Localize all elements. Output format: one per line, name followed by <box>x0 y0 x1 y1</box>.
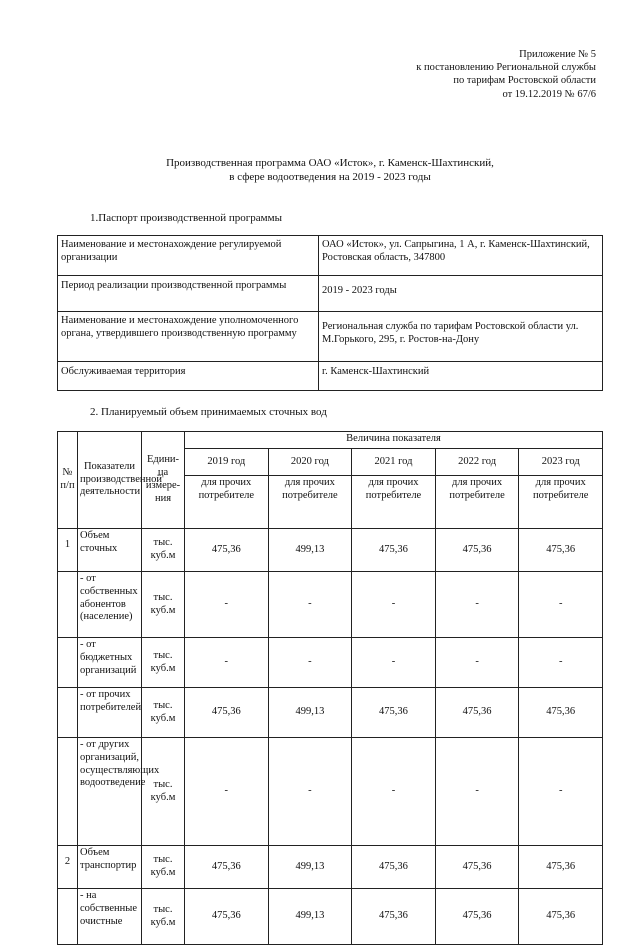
row-name: - от прочих потребителей <box>78 688 142 738</box>
passport-value: Региональная служба по тарифам Ростовской области ул. М.Горького, 295, г. Ростов-на-Дону <box>319 312 603 362</box>
row-value: 475,36 <box>519 529 603 572</box>
header-year: 2019 год <box>185 449 269 476</box>
header-consumer: для прочих потребителе <box>435 476 519 529</box>
row-name: - от бюджетных организаций <box>78 638 142 688</box>
row-value: - <box>268 738 352 846</box>
header-consumer: для прочих потребителе <box>185 476 269 529</box>
appendix-line: по тарифам Ростовской области <box>453 75 596 87</box>
row-value: - <box>519 638 603 688</box>
header-year: 2023 год <box>519 449 603 476</box>
table-row <box>58 572 603 638</box>
passport-label: Обслуживаемая территория <box>58 362 319 391</box>
row-value: 475,36 <box>519 889 603 945</box>
row-name: Объем сточных <box>78 529 142 572</box>
header-name: Показатели производственной деятельности <box>78 432 142 529</box>
appendix-header <box>296 48 596 101</box>
row-value: - <box>435 638 519 688</box>
row-unit: тыс. куб.м <box>142 688 185 738</box>
row-value: - <box>519 572 603 638</box>
row-value: - <box>435 738 519 846</box>
title-line: в сфере водоотведения на 2019 - 2023 годы <box>229 170 431 183</box>
passport-label: Период реализации производственной программы <box>58 276 319 312</box>
row-value: - <box>435 572 519 638</box>
row-num: 2 <box>58 846 78 889</box>
row-value: - <box>268 638 352 688</box>
row-value: - <box>185 738 269 846</box>
row-value: 475,36 <box>185 688 269 738</box>
header-group: Величина показателя <box>185 432 603 449</box>
row-value: 475,36 <box>519 688 603 738</box>
row-name: - от других организаций, осуществляющих водоотведение <box>78 738 142 846</box>
header-year: 2021 год <box>352 449 436 476</box>
appendix-line: Приложение № 5 <box>519 49 596 60</box>
passport-label: Наименование и местонахождение уполномоченного органа, утвердившего производственную программу <box>58 312 319 362</box>
row-num <box>58 572 78 638</box>
row-value: 499,13 <box>268 529 352 572</box>
row-unit: тыс. куб.м <box>142 889 185 945</box>
row-name: - на собственные очистные <box>78 889 142 945</box>
table-row <box>58 846 603 889</box>
row-value: - <box>352 638 436 688</box>
title-line: Производственная программа ОАО «Исток», г. Каменск-Шахтинский, <box>166 157 494 169</box>
header-year: 2022 год <box>435 449 519 476</box>
row-name: - от собственных абонентов (население) <box>78 572 142 638</box>
passport-row <box>58 236 603 276</box>
header-row <box>58 432 603 449</box>
passport-value: 2019 - 2023 годы <box>319 276 603 312</box>
header-year: 2020 год <box>268 449 352 476</box>
passport-value: г. Каменск-Шахтинский <box>319 362 603 391</box>
volumes-table <box>57 431 603 945</box>
row-value: 475,36 <box>185 529 269 572</box>
row-unit: тыс. куб.м <box>142 638 185 688</box>
header-consumer: для прочих потребителе <box>268 476 352 529</box>
passport-table <box>57 235 603 391</box>
header-unit: Едини-ца измере-ния <box>142 432 185 529</box>
passport-row <box>58 312 603 362</box>
row-value: 475,36 <box>435 846 519 889</box>
row-num <box>58 889 78 945</box>
document-title <box>0 157 640 185</box>
table-row <box>58 889 603 945</box>
row-value: 475,36 <box>352 846 436 889</box>
row-value: - <box>185 572 269 638</box>
row-value: 475,36 <box>185 889 269 945</box>
row-value: - <box>268 572 352 638</box>
row-value: 475,36 <box>435 688 519 738</box>
row-unit: тыс. куб.м <box>142 572 185 638</box>
row-value: 475,36 <box>519 846 603 889</box>
row-value: 475,36 <box>352 889 436 945</box>
row-value: - <box>352 572 436 638</box>
row-value: 475,36 <box>435 889 519 945</box>
appendix-line: от 19.12.2019 № 67/6 <box>502 88 596 100</box>
section-heading-volumes: 2. Планируемый объем принимаемых сточных вод <box>90 406 327 418</box>
row-value: 475,36 <box>352 529 436 572</box>
passport-row <box>58 362 603 391</box>
row-value: 475,36 <box>352 688 436 738</box>
table-row <box>58 529 603 572</box>
row-value: 475,36 <box>435 529 519 572</box>
table-row <box>58 638 603 688</box>
passport-value: ОАО «Исток», ул. Сапрыгина, 1 А, г. Каменск-Шахтинский, Ростовская область, 347800 <box>319 236 603 276</box>
table-row <box>58 688 603 738</box>
row-num: 1 <box>58 529 78 572</box>
row-value: - <box>352 738 436 846</box>
header-consumer: для прочих потребителе <box>352 476 436 529</box>
row-value: 499,13 <box>268 688 352 738</box>
section-heading-passport: 1.Паспорт производственной программы <box>90 212 282 224</box>
row-name: Объем транспортир <box>78 846 142 889</box>
row-num <box>58 688 78 738</box>
row-value: - <box>519 738 603 846</box>
row-value: - <box>185 638 269 688</box>
row-unit: тыс. куб.м <box>142 529 185 572</box>
row-value: 475,36 <box>185 846 269 889</box>
header-consumer: для прочих потребителе <box>519 476 603 529</box>
row-num <box>58 638 78 688</box>
row-unit: тыс. куб.м <box>142 846 185 889</box>
row-value: 499,13 <box>268 889 352 945</box>
passport-label: Наименование и местонахождение регулируемой организации <box>58 236 319 276</box>
row-num <box>58 738 78 846</box>
header-num: № п/п <box>58 432 78 529</box>
row-value: 499,13 <box>268 846 352 889</box>
passport-row <box>58 276 603 312</box>
row-unit: тыс. куб.м <box>142 738 185 846</box>
table-row <box>58 738 603 846</box>
appendix-line: к постановлению Региональной службы <box>416 62 596 74</box>
